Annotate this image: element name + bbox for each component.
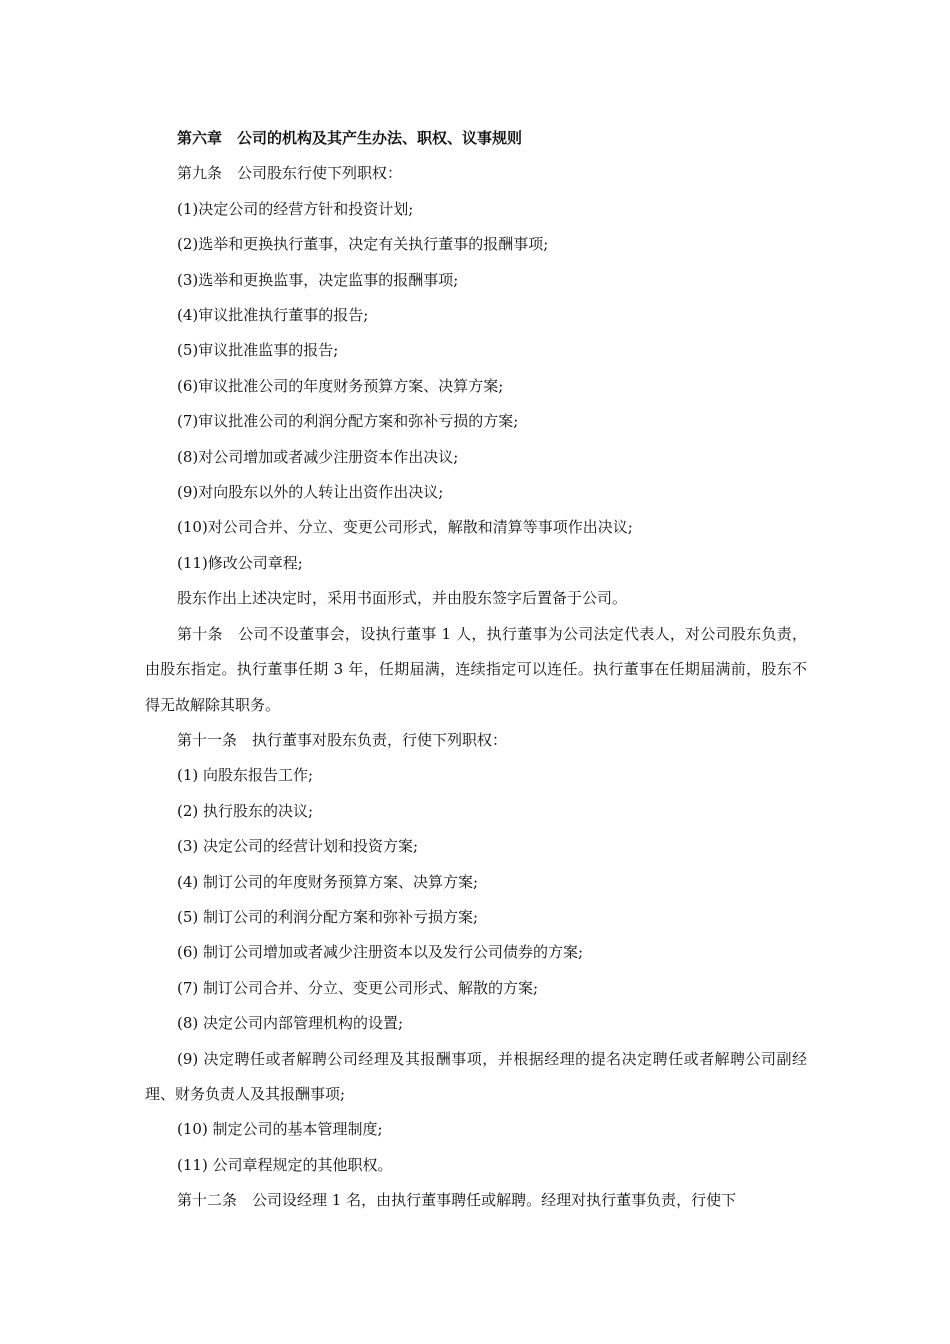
article-9-item-8: (8)对公司增加或者减少注册资本作出决议;: [177, 447, 459, 466]
article-11-item-6: (6) 制订公司增加或者减少注册资本以及发行公司债券的方案;: [177, 943, 584, 962]
article-9-item-3: (3)选举和更换监事，决定监事的报酬事项;: [177, 270, 459, 289]
article-11-item-9: (9) 决定聘任或者解聘公司经理及其报酬事项，并根据经理的提名决定聘任或者解聘公司副经理、财务负责人及其报酬事项;: [145, 1049, 807, 1103]
article-9-item-5: (5)审议批准监事的报告;: [177, 341, 339, 360]
article-11-item-2: (2) 执行股东的决议;: [177, 801, 314, 820]
article-11-item-7: (7) 制订公司合并、分立、变更公司形式、解散的方案;: [177, 978, 539, 997]
article-11-item-3: (3) 决定公司的经营计划和投资方案;: [177, 837, 419, 856]
article-9-item-7: (7)审议批准公司的利润分配方案和弥补亏损的方案;: [177, 412, 519, 431]
article-9-item-9: (9)对向股东以外的人转让出资作出决议;: [177, 483, 444, 502]
article-11-item-4: (4) 制订公司的年度财务预算方案、决算方案;: [177, 872, 479, 891]
article-9-item-6: (6)审议批准公司的年度财务预算方案、决算方案;: [177, 376, 504, 395]
article-9-item-11: (11)修改公司章程;: [177, 553, 303, 572]
chapter-heading: 第六章 公司的机构及其产生办法、职权、议事规则: [177, 129, 523, 147]
article-11-heading: 第十一条 执行董事对股东负责，行使下列职权：: [177, 730, 508, 749]
article-9-item-2: (2)选举和更换执行董事，决定有关执行董事的报酬事项;: [177, 235, 549, 254]
article-12: 第十二条 公司设经理 1 名，由执行董事聘任或解聘。经理对执行董事负责，行使下: [177, 1191, 737, 1210]
article-11-item-10: (10) 制定公司的基本管理制度;: [177, 1120, 383, 1139]
document-body: [145, 121, 807, 1219]
article-9-note: 股东作出上述决定时，采用书面形式，并由股东签字后置备于公司。: [177, 589, 628, 608]
article-11-item-1: (1) 向股东报告工作;: [177, 766, 314, 785]
article-11-item-8: (8) 决定公司内部管理机构的设置;: [177, 1014, 404, 1033]
article-9-heading: 第九条 公司股东行使下列职权：: [177, 164, 403, 183]
article-10: 第十条 公司不设董事会，设执行董事 1 人，执行董事为公司法定代表人，对公司股东负责，由股东指定。执行董事任期 3 年，任期届满，连续指定可以连任。执行董事在任期届满前，股东不得无故解除其职务。: [145, 624, 807, 714]
article-9-item-1: (1)决定公司的经营方针和投资计划;: [177, 199, 414, 218]
article-9-item-10: (10)对公司合并、分立、变更公司形式，解散和清算等事项作出决议;: [177, 518, 633, 537]
article-11-item-5: (5) 制订公司的利润分配方案和弥补亏损方案;: [177, 907, 479, 926]
article-11-item-11: (11) 公司章程规定的其他职权。: [177, 1155, 393, 1174]
article-9-item-4: (4)审议批准执行董事的报告;: [177, 306, 369, 325]
